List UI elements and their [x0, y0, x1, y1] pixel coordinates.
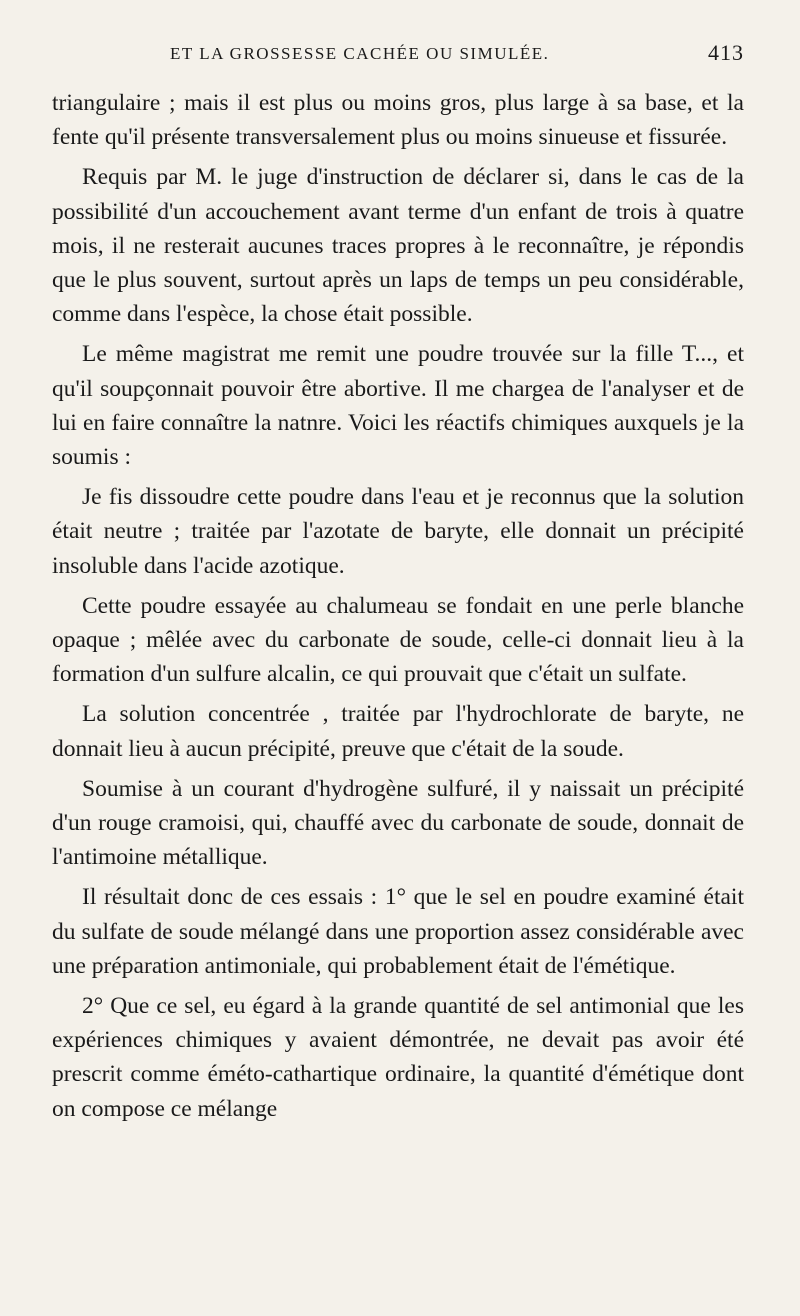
paragraph: Je fis dissoudre cette poudre dans l'eau et je reconnus que la solution était neutre ; traitée par l'azotate de baryte, elle donnait un précipité insoluble dans l'acide azotique. [52, 484, 744, 579]
paragraph: Il résultait donc de ces essais : 1° que le sel en poudre examiné était du sulfate de soude mélangé dans une proportion assez considérable avec une préparation antimoniale, qui probablement était de l'émétique. [52, 884, 744, 979]
paragraph: Requis par M. le juge d'instruction de déclarer si, dans le cas de la possibilité d'un accouchement avant terme d'un enfant de trois à quatre mois, il ne resterait aucunes traces propres à le reconnaître, je répondis que le plus souvent, surtout après un laps de temps un peu considérable, comme dans l'espèce, la chose était possible. [52, 164, 744, 328]
paragraph: La solution concentrée , traitée par l'hydrochlorate de baryte, ne donnait lieu à aucun précipité, preuve que c'était de la soude. [52, 701, 744, 762]
page-number: 413 [708, 40, 744, 65]
paragraph: Cette poudre essayée au chalumeau se fondait en une perle blanche opaque ; mêlée avec du carbonate de soude, celle-ci donnait lieu à la formation d'un sulfure alcalin, ce qui prouvait que c'était un sulfate. [52, 592, 744, 688]
paragraph: Le même magistrat me remit une poudre trouvée sur la fille T..., et qu'il soupçonnait pouvoir être abortive. Il me chargea de l'analyser et de lui en faire connaître la natnre. Voici les réactifs chimiques auxquels je la soumis : [52, 341, 744, 471]
body-text [52, 86, 744, 1126]
running-head [52, 40, 744, 72]
paragraph: 2° Que ce sel, eu égard à la grande quantité de sel antimonial que les expériences chimiques y avaient démontrée, ne devait pas avoir été prescrit comme éméto-cathartique ordinaire, la quantité d'émétique dont on compose ce mélange [52, 993, 744, 1122]
paragraph: triangulaire ; mais il est plus ou moins gros, plus large à sa base, et la fente qu'il présente transversalement plus ou moins sinueuse et fissurée. [52, 90, 744, 151]
running-title: ET LA GROSSESSE CACHÉE OU SIMULÉE. [170, 44, 550, 63]
paragraph: Soumise à un courant d'hydrogène sulfuré, il y naissait un précipité d'un rouge cramoisi, qui, chauffé avec du carbonate de soude, donnait de l'antimoine métallique. [52, 775, 744, 871]
